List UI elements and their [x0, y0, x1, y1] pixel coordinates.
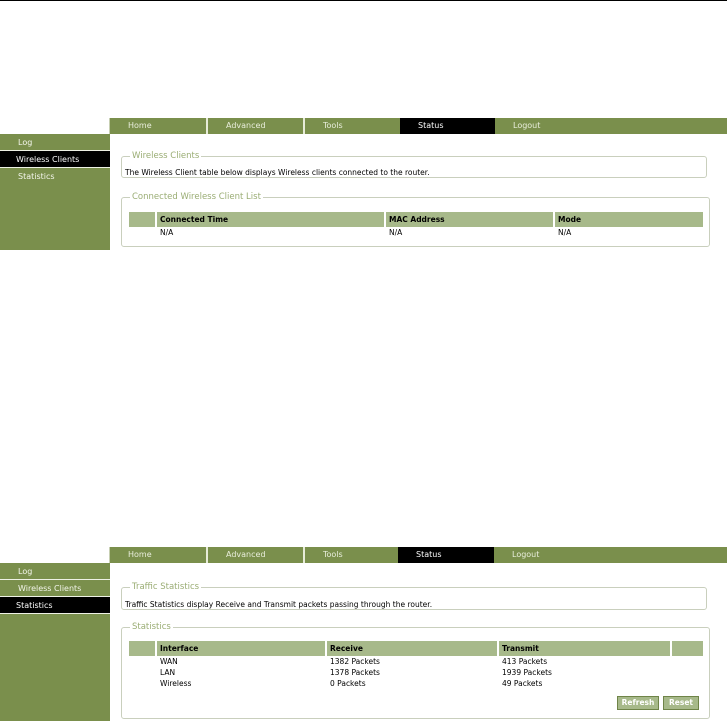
tab-home[interactable]: Home: [128, 121, 152, 130]
table-header-row: [129, 641, 703, 656]
refresh-button[interactable]: Refresh: [617, 696, 659, 710]
top-nav: [0, 547, 727, 563]
col-transmit: Transmit: [499, 641, 670, 656]
table-row: [129, 227, 703, 238]
wireless-clients-info: [121, 151, 707, 178]
cell-interface: Wireless: [160, 679, 192, 688]
sidebar-item-statistics[interactable]: Statistics: [0, 597, 110, 614]
tab-advanced[interactable]: Advanced: [206, 118, 303, 134]
sidebar-item-wireless-clients[interactable]: Wireless Clients: [0, 580, 110, 597]
cell-receive: 1382 Packets: [330, 657, 380, 666]
statistics-title: Statistics: [132, 622, 171, 632]
sidebar-item-log[interactable]: Log: [0, 563, 110, 580]
cell-transmit: 413 Packets: [502, 657, 548, 666]
top-rule: [0, 0, 727, 1]
tab-advanced[interactable]: Advanced: [206, 547, 303, 563]
cell-interface: LAN: [160, 668, 176, 677]
table-header-blank: [129, 641, 155, 656]
sidebar-item-log[interactable]: Log: [0, 134, 110, 151]
sidebar: [0, 134, 110, 250]
client-list-title: Connected Wireless Client List: [132, 192, 261, 202]
info-title: Traffic Statistics: [132, 582, 200, 592]
table-header-blank-end: [672, 641, 703, 656]
cell-interface: WAN: [160, 657, 178, 666]
col-mode: Mode: [555, 212, 703, 227]
cell-receive: 1378 Packets: [330, 668, 380, 677]
tab-logout[interactable]: Logout: [513, 121, 541, 130]
statistics-panel: [0, 547, 727, 721]
client-list-box: [121, 192, 710, 247]
tab-tools[interactable]: Tools: [303, 118, 400, 134]
cell-mac-address: N/A: [389, 228, 403, 237]
cell-connected-time: N/A: [160, 228, 174, 237]
statistics-table: [127, 641, 705, 689]
col-receive: Receive: [327, 641, 497, 656]
tab-tools[interactable]: Tools: [303, 547, 398, 563]
tab-logout[interactable]: Logout: [512, 550, 540, 559]
tab-status[interactable]: Status: [398, 547, 494, 563]
tab-home[interactable]: Home: [128, 550, 152, 559]
sidebar-item-wireless-clients[interactable]: Wireless Clients: [0, 151, 110, 168]
col-interface: Interface: [157, 641, 325, 656]
reset-button[interactable]: Reset: [663, 696, 699, 710]
cell-transmit: 49 Packets: [502, 679, 543, 688]
cell-mode: N/A: [558, 228, 572, 237]
cell-transmit: 1939 Packets: [502, 668, 552, 677]
sidebar-item-statistics[interactable]: Statistics: [18, 172, 55, 181]
top-nav: [0, 118, 727, 134]
table-row: [129, 678, 703, 689]
info-text: The Wireless Client table below displays Wireless clients connected to the router.: [125, 168, 430, 177]
sidebar: [0, 563, 110, 721]
traffic-statistics-info: [121, 582, 707, 610]
cell-receive: 0 Packets: [330, 679, 366, 688]
col-connected-time: Connected Time: [157, 212, 384, 227]
table-row: [129, 667, 703, 678]
table-header-blank: [129, 212, 155, 227]
info-text: Traffic Statistics display Receive and Transmit packets passing through the router.: [125, 600, 433, 609]
tab-status[interactable]: Status: [400, 118, 495, 134]
wireless-clients-panel: [0, 118, 727, 250]
table-header-row: [129, 212, 703, 227]
info-title: Wireless Clients: [132, 151, 200, 161]
col-mac-address: MAC Address: [386, 212, 553, 227]
client-table: [127, 212, 705, 238]
table-row: [129, 656, 703, 667]
statistics-box: [121, 622, 710, 719]
